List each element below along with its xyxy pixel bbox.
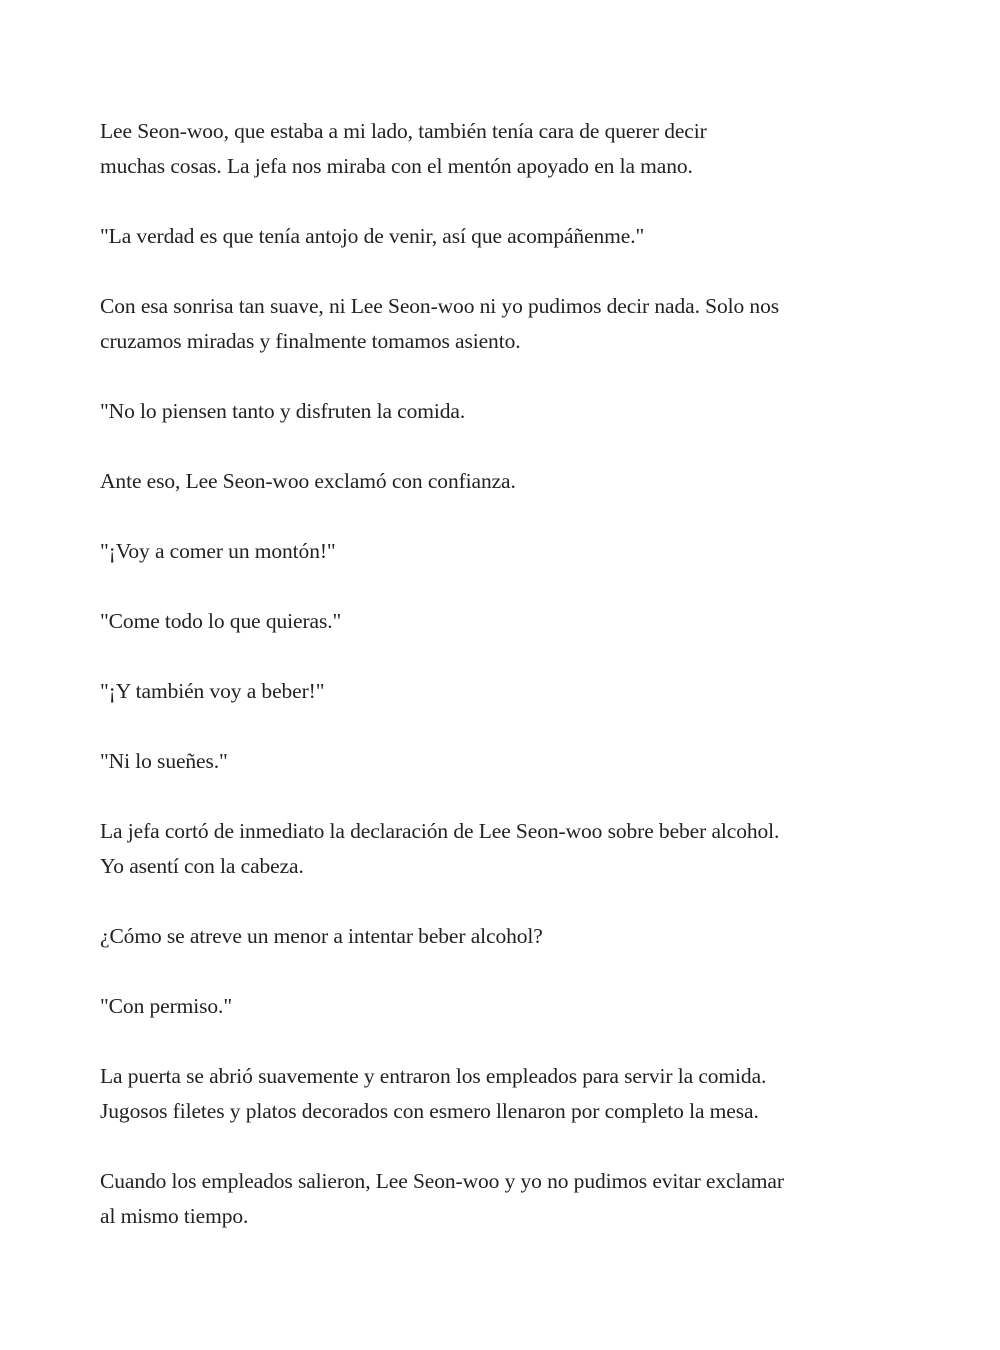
paragraph-line: Con esa sonrisa tan suave, ni Lee Seon-woo ni yo pudimos decir nada. Solo nos: [100, 294, 779, 318]
paragraph-line: al mismo tiempo.: [100, 1204, 249, 1228]
document-body: [100, 114, 905, 1269]
paragraph-line: Ante eso, Lee Seon-woo exclamó con confianza.: [100, 469, 516, 493]
paragraph-2: [100, 219, 905, 254]
paragraph-line: La puerta se abrió suavemente y entraron los empleados para servir la comida.: [100, 1064, 767, 1088]
paragraph-13: [100, 1059, 905, 1129]
paragraph-line: "Ni lo sueñes.": [100, 749, 228, 773]
paragraph-10: [100, 814, 905, 884]
paragraph-6: [100, 534, 905, 569]
paragraph-line: Yo asentí con la cabeza.: [100, 854, 304, 878]
paragraph-line: Cuando los empleados salieron, Lee Seon-woo y yo no pudimos evitar exclamar: [100, 1169, 784, 1193]
paragraph-line: cruzamos miradas y finalmente tomamos asiento.: [100, 329, 521, 353]
paragraph-line: "Con permiso.": [100, 994, 233, 1018]
paragraph-9: [100, 744, 905, 779]
paragraph-14: [100, 1164, 905, 1234]
paragraph-3: [100, 289, 905, 359]
paragraph-12: [100, 989, 905, 1024]
paragraph-line: "¡Y también voy a beber!": [100, 679, 325, 703]
paragraph-4: [100, 394, 905, 429]
paragraph-8: [100, 674, 905, 709]
paragraph-11: [100, 919, 905, 954]
paragraph-line: "¡Voy a comer un montón!": [100, 539, 336, 563]
paragraph-line: "La verdad es que tenía antojo de venir, así que acompáñenme.": [100, 224, 645, 248]
paragraph-7: [100, 604, 905, 639]
paragraph-5: [100, 464, 905, 499]
paragraph-line: "No lo piensen tanto y disfruten la comida.: [100, 399, 466, 423]
paragraph-1: [100, 114, 905, 184]
paragraph-line: ¿Cómo se atreve un menor a intentar beber alcohol?: [100, 924, 543, 948]
paragraph-line: La jefa cortó de inmediato la declaración de Lee Seon-woo sobre beber alcohol.: [100, 819, 780, 843]
paragraph-line: "Come todo lo que quieras.": [100, 609, 342, 633]
paragraph-line: Jugosos filetes y platos decorados con esmero llenaron por completo la mesa.: [100, 1099, 759, 1123]
paragraph-line: Lee Seon-woo, que estaba a mi lado, también tenía cara de querer decir: [100, 119, 707, 143]
paragraph-line: muchas cosas. La jefa nos miraba con el mentón apoyado en la mano.: [100, 154, 693, 178]
